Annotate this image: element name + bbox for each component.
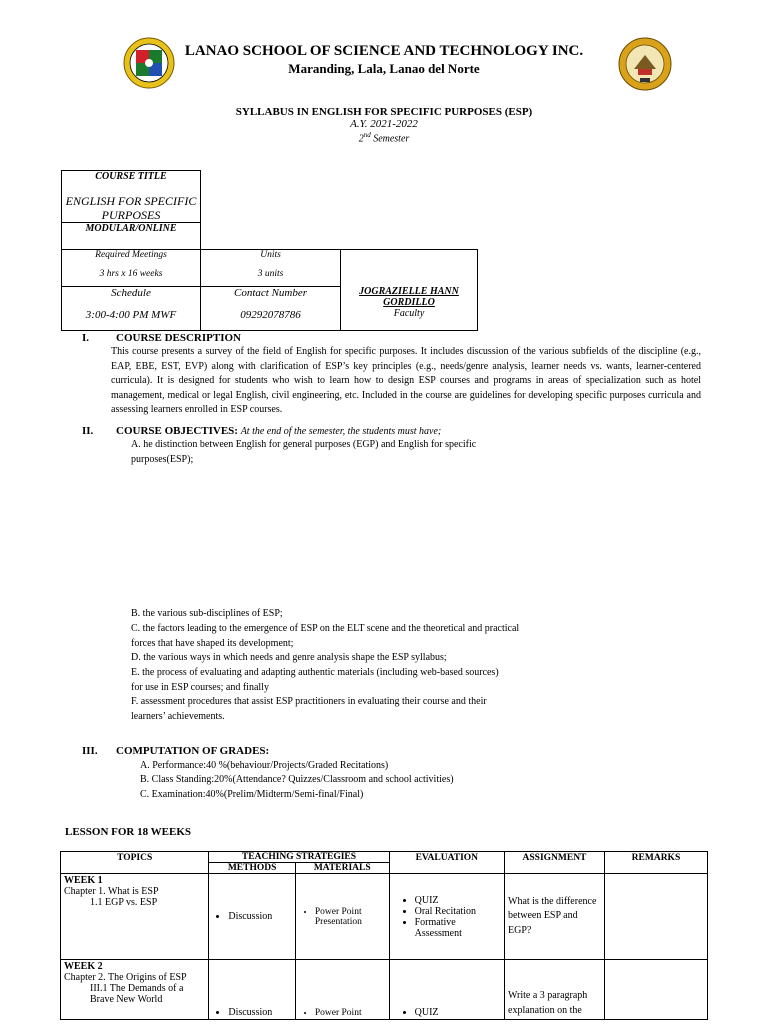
topic-line: Chapter 2. The Origins of ESP bbox=[64, 972, 187, 983]
remarks-cell bbox=[604, 874, 707, 960]
topic-subline: III.1 The Demands of a Brave New World bbox=[90, 983, 184, 1005]
objective-e: E. the process of evaluating and adapting authentic materials (including web-based sources) for use in ESP courses; and finally bbox=[131, 667, 499, 693]
school-address: Maranding, Lala, Lanao del Norte bbox=[288, 61, 480, 76]
header-teaching-strategies: TEACHING STRATEGIES bbox=[209, 852, 389, 863]
contact-box bbox=[200, 286, 341, 331]
schedule-value: 3:00-4:00 PM MWF bbox=[85, 309, 177, 321]
school-name: LANAO SCHOOL OF SCIENCE AND TECHNOLOGY INC. bbox=[184, 43, 584, 59]
objectives-heading-line bbox=[116, 425, 616, 437]
required-meetings-label: Required Meetings bbox=[95, 250, 167, 260]
objective-a: A. he distinction between English for general purposes (EGP) and English for specific purposes(ESP); bbox=[131, 439, 477, 465]
units-label: Units bbox=[260, 250, 281, 260]
schedule-box bbox=[61, 286, 201, 331]
course-title-label: COURSE TITLE bbox=[95, 171, 167, 182]
method-item: • Discussion bbox=[228, 911, 292, 922]
material-cell bbox=[295, 874, 389, 960]
lesson-table bbox=[60, 851, 708, 1020]
evaluation-cell bbox=[389, 874, 504, 960]
objectives-number: II. bbox=[82, 425, 94, 437]
week-label: WEEK 2 bbox=[64, 961, 103, 972]
header-remarks: REMARKS bbox=[604, 852, 707, 874]
evaluation-item: • Formative Assessment bbox=[415, 917, 501, 939]
evaluation-item: • Oral Recitation bbox=[415, 906, 501, 917]
course-mode: MODULAR/ONLINE bbox=[62, 222, 200, 234]
faculty-box bbox=[340, 249, 478, 331]
objective-b: B. the various sub-disciplines of ESP; bbox=[131, 608, 283, 619]
header-methods: METHODS bbox=[209, 863, 296, 874]
lesson-heading: LESSON FOR 18 WEEKS bbox=[65, 826, 192, 838]
grade-c: C. Examination:40%(Prelim/Midterm/Semi-final/Final) bbox=[140, 789, 364, 800]
header-assignment: ASSIGNMENT bbox=[505, 852, 605, 874]
evaluation-item: • QUIZ bbox=[415, 895, 501, 906]
objectives-intro: At the end of the semester, the students must have; bbox=[240, 426, 442, 437]
week-label: WEEK 1 bbox=[64, 875, 103, 886]
header-evaluation: EVALUATION bbox=[389, 852, 504, 874]
academic-year: A.Y. 2021-2022 bbox=[350, 118, 418, 130]
faculty-name: JOGRAZIELLE HANN GORDILLO bbox=[359, 286, 459, 308]
semester: 2nd Semester bbox=[358, 131, 410, 145]
objective-c: C. the factors leading to the emergence of ESP on the ELT scene and the theoretical and practical forces that have shaped its development; bbox=[131, 623, 520, 649]
grades-heading: COMPUTATION OF GRADES: bbox=[116, 745, 270, 757]
grades-number: III. bbox=[82, 745, 98, 757]
schedule-label: Schedule bbox=[111, 287, 151, 299]
assignment-cell: What is the difference between ESP and EGP? bbox=[505, 874, 605, 960]
method-item: • Discussion bbox=[228, 1007, 292, 1018]
table-row bbox=[61, 874, 708, 960]
evaluation-item: • QUIZ bbox=[415, 1007, 501, 1018]
material-item: • Power Point Presentation bbox=[315, 907, 386, 927]
header-materials: MATERIALS bbox=[295, 863, 389, 874]
objective-d: D. the various ways in which needs and genre analysis shape the ESP syllabus; bbox=[131, 652, 447, 663]
assignment-cell: Write a 3 paragraph explanation on the bbox=[505, 960, 605, 1020]
evaluation-cell bbox=[389, 960, 504, 1020]
required-meetings: 3 hrs x 16 weeks bbox=[99, 269, 163, 279]
method-cell bbox=[209, 960, 296, 1020]
meetings-box bbox=[61, 249, 201, 287]
units-value: 3 units bbox=[257, 269, 284, 279]
method-cell bbox=[209, 874, 296, 960]
description-number: I. bbox=[82, 332, 90, 344]
remarks-cell bbox=[604, 960, 707, 1020]
grade-b: B. Class Standing:20%(Attendance? Quizzes/Classroom and school activities) bbox=[140, 774, 454, 785]
topic-cell bbox=[61, 960, 209, 1020]
topic-line: Chapter 1. What is ESP bbox=[64, 886, 159, 897]
table-row bbox=[61, 960, 708, 1020]
objective-f: F. assessment procedures that assist ESP practitioners in evaluating their course and their learners’ achievements. bbox=[131, 696, 487, 722]
header-topics: TOPICS bbox=[61, 852, 209, 874]
course-title-box bbox=[61, 170, 201, 250]
grade-a: A. Performance:40 %(behaviour/Projects/Graded Recitations) bbox=[140, 760, 389, 771]
contact-label: Contact Number bbox=[233, 287, 308, 299]
topic-subline: 1.1 EGP vs. ESP bbox=[90, 897, 158, 908]
description-text: This course presents a survey of the field of English for specific purposes. It includes discussion of the various subfields of the discipline (e.g., EAP, EBE, EST, EVP) along with clarification of ESP’s key principles (e.g., needs/genre analysis, learner needs vs. wants, learner-centered curricula). It is designed for students who wish to learn how to design ESP courses and programs in areas of specialization such as hotel management, medical or legal English, civil engineering, etc. Included in the course are guidelines for developing specific purposes curricula and assessing learners enrolled in ESP courses. bbox=[111, 346, 701, 415]
material-cell bbox=[295, 960, 389, 1020]
faculty-label: Faculty bbox=[393, 308, 425, 319]
topic-cell bbox=[61, 874, 209, 960]
objectives-heading: COURSE OBJECTIVES: bbox=[116, 425, 238, 437]
contact-value: 09292078786 bbox=[240, 309, 301, 321]
description-heading: COURSE DESCRIPTION bbox=[116, 332, 241, 344]
material-item: • Power Point bbox=[315, 1008, 386, 1018]
syllabus-title: SYLLABUS IN ENGLISH FOR SPECIFIC PURPOSES (ESP) bbox=[235, 106, 533, 118]
course-title: ENGLISH FOR SPECIFIC PURPOSES bbox=[65, 194, 197, 222]
units-box bbox=[200, 249, 341, 287]
